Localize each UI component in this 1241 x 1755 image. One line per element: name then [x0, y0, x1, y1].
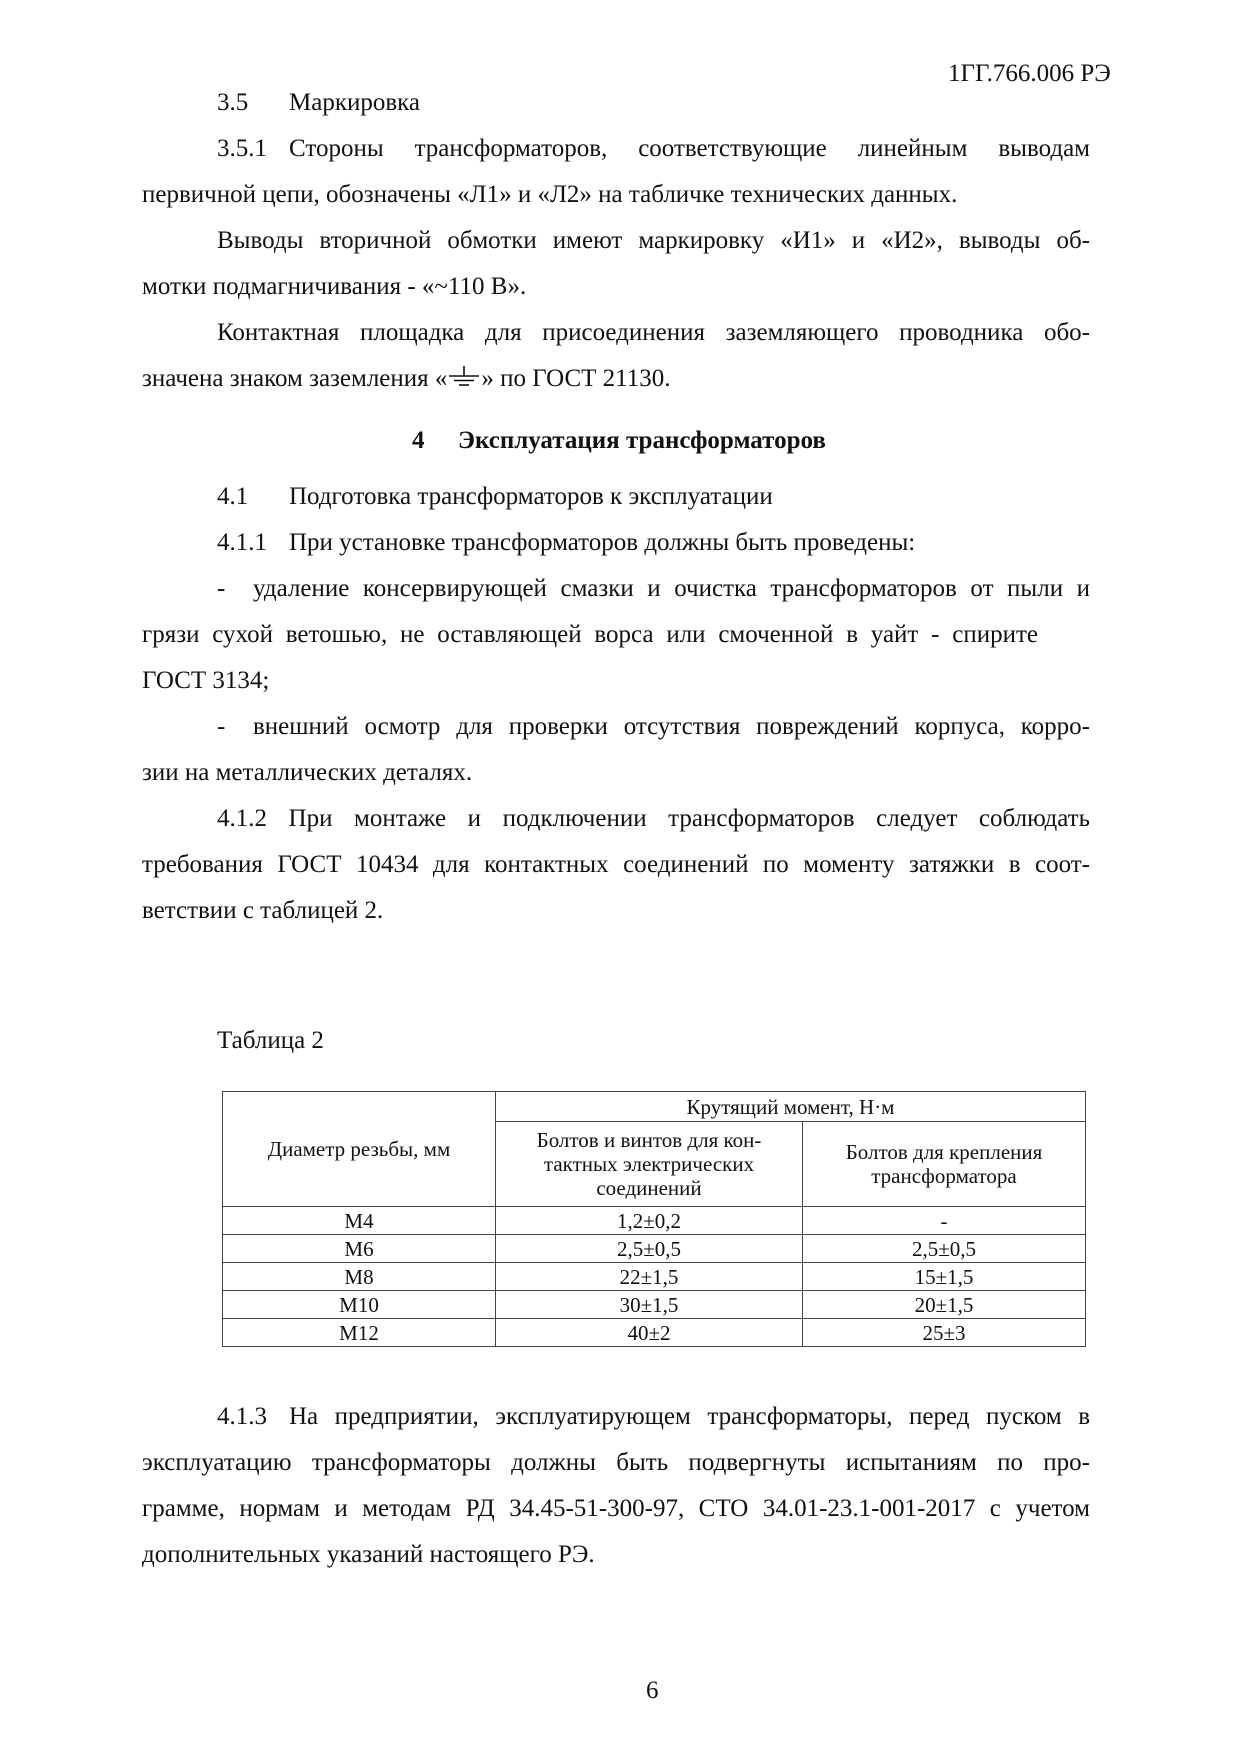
list-item-cleaning-line-1: [217, 574, 1090, 604]
section-title: Эксплуатация трансформаторов: [458, 427, 826, 454]
paragraph-4-1-1: [217, 528, 915, 558]
paragraph-4-1-2-line-2: требования ГОСТ 10434 для контактных соединений по моменту затяжки в соот-: [142, 851, 1090, 878]
list-text: удаление консервирующей смазки и очистка трансформаторов от пыли и: [253, 575, 1090, 602]
cell-mounting-torque: 2,5±0,5: [803, 1235, 1086, 1263]
list-dash: -: [217, 713, 226, 740]
paragraph-4-1-3-line-1: [217, 1402, 1090, 1432]
paragraph-text: Стороны трансформаторов, соответствующие линейным выводам: [289, 135, 1090, 162]
section-4-heading: [412, 426, 826, 456]
cell-contact-torque: 40±2: [496, 1319, 803, 1347]
section-4-1-heading: [217, 482, 773, 512]
paragraph-grounding-line-2: [142, 364, 671, 394]
header-line: трансформатора: [871, 1164, 1017, 1188]
paragraph-secondary-leads-line-2: мотки подмагничивания - «~110 В».: [142, 273, 527, 300]
paragraph-4-1-3-line-4: дополнительных указаний настоящего РЭ.: [142, 1541, 595, 1568]
cell-mounting-torque: 20±1,5: [803, 1291, 1086, 1319]
section-3-5-heading: [217, 88, 420, 118]
paragraph-number: 4.1.1: [217, 529, 267, 556]
cell-diameter: М10: [223, 1291, 496, 1319]
cell-mounting-torque: 25±3: [803, 1319, 1086, 1347]
paragraph-4-1-2-line-1: 4.1.2 При монтаже и подключении трансформаторов следует соблюдать: [217, 805, 1090, 832]
table-header-row: [223, 1092, 1086, 1122]
table-row: [223, 1207, 1086, 1235]
table-row: [223, 1291, 1086, 1319]
text-fragment: значена знаком заземления «: [142, 365, 448, 392]
paragraph-secondary-leads-line-1: Выводы вторичной обмотки имеют маркировку «И1» и «И2», выводы об-: [217, 227, 1090, 254]
section-number: 4: [412, 427, 425, 454]
list-text: внешний осмотр для проверки отсутствия повреждений корпуса, корро-: [253, 713, 1090, 740]
header-line: соединений: [596, 1176, 702, 1200]
section-number: 4.1: [217, 483, 249, 510]
header-torque-group: Крутящий момент, Н·м: [496, 1092, 1086, 1122]
cell-diameter: М4: [223, 1207, 496, 1235]
paragraph-text: При установке трансформаторов должны быть проведены:: [289, 529, 916, 556]
cell-diameter: М6: [223, 1235, 496, 1263]
paragraph-4-1-2-line-3: ветствии с таблицей 2.: [142, 897, 384, 924]
header-diameter: Диаметр резьбы, мм: [223, 1092, 496, 1207]
cell-mounting-torque: -: [803, 1207, 1086, 1235]
table-caption: Таблица 2: [217, 1027, 324, 1054]
paragraph-4-1-3-line-3: грамме, нормам и методам РД 34.45-51-300-97, СТО 34.01-23.1-001-2017 с учетом: [142, 1495, 1090, 1522]
text-fragment: » по ГОСТ 21130.: [481, 365, 671, 392]
section-title: Подготовка трансформаторов к эксплуатации: [289, 483, 773, 510]
header-line: тактных электрических: [543, 1152, 755, 1176]
paragraph-3-5-1-line-2: первичной цепи, обозначены «Л1» и «Л2» на табличке технических данных.: [142, 181, 958, 208]
ground-icon: [447, 364, 481, 388]
page-number: 6: [646, 1677, 659, 1704]
torque-table: [222, 1091, 1086, 1347]
document-code: 1ГГ.766.006 РЭ: [948, 60, 1111, 87]
list-item-cleaning-line-3: ГОСТ 3134;: [142, 667, 270, 694]
cell-diameter: М8: [223, 1263, 496, 1291]
paragraph-text: На предприятии, эксплуатирующем трансформаторы, перед пуском в: [289, 1403, 1090, 1430]
cell-mounting-torque: 15±1,5: [803, 1263, 1086, 1291]
header-line: Болтов для крепления: [845, 1140, 1043, 1164]
paragraph-4-1-3-line-2: эксплуатацию трансформаторы должны быть подвергнуты испытаниям по про-: [142, 1449, 1090, 1476]
list-item-inspection-line-1: [217, 712, 1090, 742]
cell-diameter: М12: [223, 1319, 496, 1347]
list-item-inspection-line-2: зии на металлических деталях.: [142, 759, 473, 786]
paragraph-number: 3.5.1: [217, 135, 267, 162]
section-number: 3.5: [217, 89, 249, 116]
paragraph-3-5-1-line-1: [217, 134, 1090, 164]
header-line: Болтов и винтов для кон-: [536, 1128, 762, 1152]
cell-contact-torque: 30±1,5: [496, 1291, 803, 1319]
paragraph-number: 4.1.3: [217, 1403, 267, 1430]
table-row: [223, 1319, 1086, 1347]
cell-contact-torque: 22±1,5: [496, 1263, 803, 1291]
cell-contact-torque: 1,2±0,2: [496, 1207, 803, 1235]
paragraph-grounding-line-1: Контактная площадка для присоединения заземляющего проводника обо-: [217, 319, 1090, 346]
list-dash: -: [217, 575, 226, 602]
list-item-cleaning-line-2: грязи сухой ветошью, не оставляющей ворса или смоченной в уайт - спирите: [142, 621, 1038, 648]
cell-contact-torque: 2,5±0,5: [496, 1235, 803, 1263]
table-row: [223, 1263, 1086, 1291]
section-title: Маркировка: [289, 89, 421, 116]
table-row: [223, 1235, 1086, 1263]
header-mounting-bolts: [803, 1122, 1086, 1207]
header-contact-bolts: [496, 1122, 803, 1207]
